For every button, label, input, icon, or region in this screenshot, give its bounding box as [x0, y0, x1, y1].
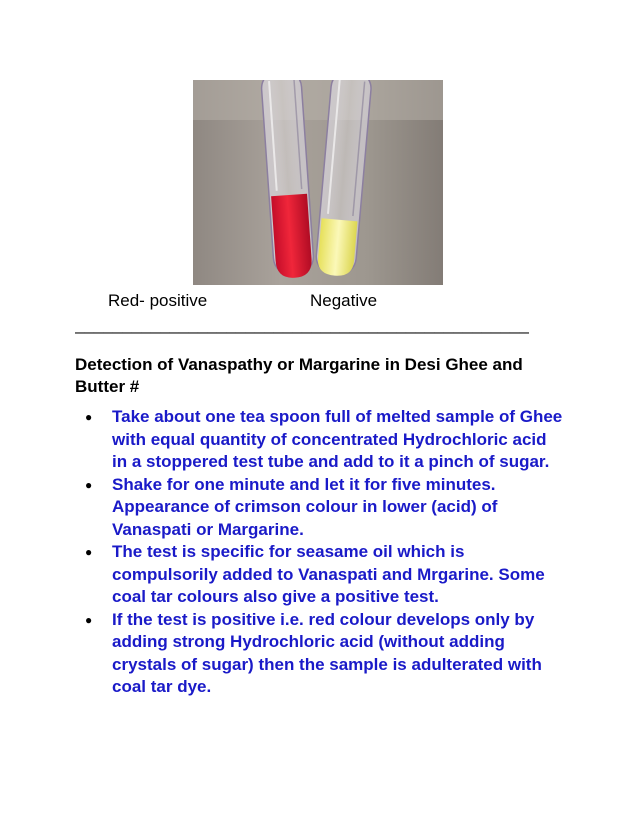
list-item-text: If the test is positive i.e. red colour develops only by adding strong Hydrochloric acid (without adding crystals of sugar) then the sample is adulterated with coal tar dye.: [112, 609, 542, 696]
bullet-list: [75, 406, 565, 699]
list-item: [75, 541, 565, 609]
caption-positive: Red- positive: [108, 291, 208, 310]
bullet-dot-icon: ●: [85, 477, 93, 492]
list-item: [75, 609, 565, 699]
bullet-dot-icon: ●: [85, 612, 93, 627]
section-heading: Detection of Vanaspathy or Margarine in Desi Ghee and Butter #: [75, 355, 523, 396]
test-tubes-photo: [193, 80, 443, 285]
caption-negative: Negative: [310, 291, 378, 310]
bullet-dot-icon: ●: [85, 410, 93, 424]
bullet-dot-icon: ●: [85, 545, 93, 559]
list-item-text: Take about one tea spoon full of melted sample of Ghee with equal quantity of concentrated Hydrochloric acid in a stoppered test tube and add to it a pinch of sugar.: [112, 407, 563, 471]
list-item: [75, 474, 565, 542]
list-item-text: Shake for one minute and let it for five minutes. Appearance of crimson colour in lower (acid) of Vanaspati or Margarine.: [112, 474, 498, 539]
horizontal-rule: ________________________________________________: [75, 315, 529, 334]
test-tubes-image: [193, 80, 443, 285]
list-item: [75, 406, 565, 474]
list-item-text: The test is specific for seasame oil which is compulsorily added to Vanaspati and Mrgarine. Some coal tar colours also give a positive test.: [112, 542, 545, 606]
